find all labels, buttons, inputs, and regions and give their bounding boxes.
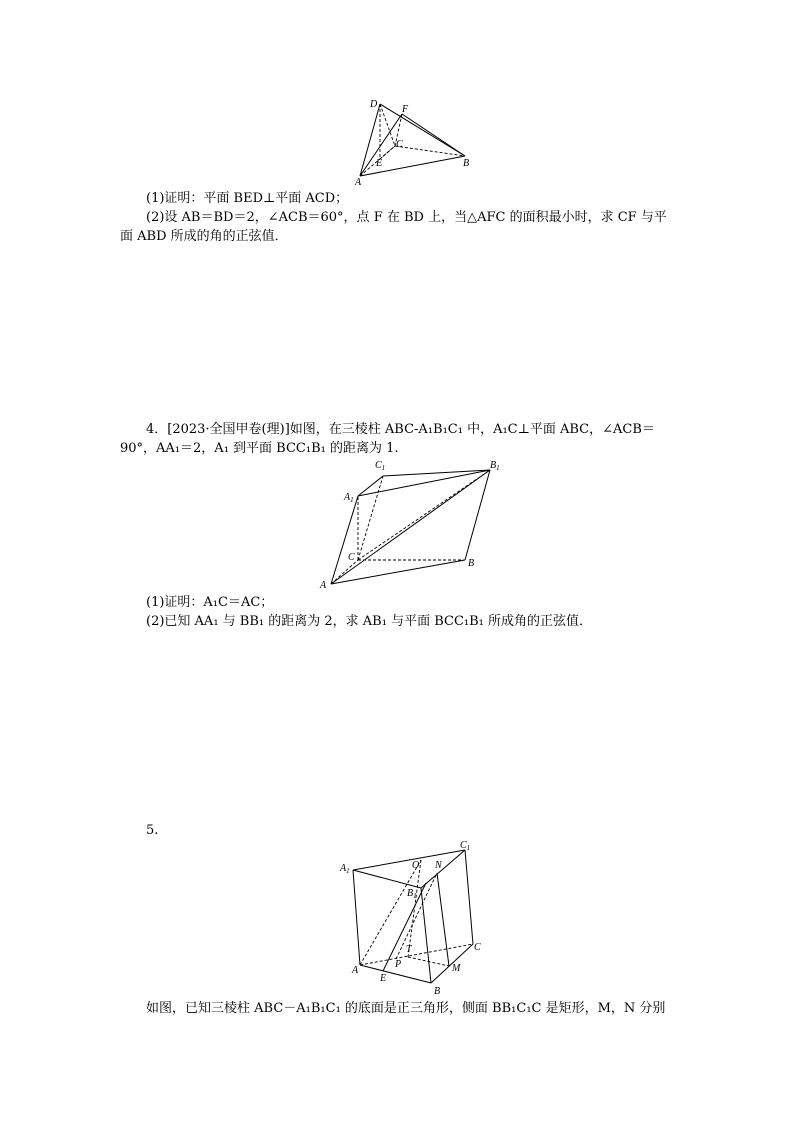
problem5-stem-line1: 如图，已知三棱柱 ABC－A₁B₁C₁ 的底面是正三角形，侧面 BB₁C₁C 是矩形，M，N 分别 (146, 1001, 666, 1016)
label-C: C (474, 942, 481, 953)
label-B: B (468, 558, 475, 569)
svg-text:B1 (407, 888, 417, 900)
triangular-prism-figure-4 (318, 456, 508, 592)
tetrahedron-figure (350, 96, 480, 188)
label-E: E (380, 973, 387, 984)
label-sub: 1 (496, 464, 500, 472)
label-sub: 1 (381, 464, 386, 472)
label-C1: C (375, 460, 382, 471)
label-C: C (396, 139, 403, 150)
label-F: F (402, 104, 409, 115)
label-sub: 1 (413, 892, 417, 900)
problem3-part2-line2: 面 ABD 所成的角的正弦值． (120, 229, 288, 244)
label-sub: 1 (350, 496, 354, 504)
label-B: B (463, 158, 470, 169)
label-A1: A (344, 492, 351, 503)
label-T: T (406, 944, 412, 955)
label-B1: B (407, 888, 414, 899)
label-A1: A (340, 863, 347, 874)
label-A: A (355, 177, 362, 188)
label-A: A (320, 580, 327, 591)
label-B1: B (490, 460, 497, 471)
triangular-prism-figure-5 (338, 838, 488, 996)
label-sub: 1 (346, 867, 350, 875)
label-N: N (435, 860, 442, 871)
problem4-part1: (1)证明：A₁C＝AC； (146, 595, 274, 610)
svg-text:C1 (460, 840, 470, 852)
svg-text:A1 (343, 492, 354, 504)
svg-text:B1 (490, 460, 500, 472)
label-C1: C (460, 840, 467, 851)
problem4-stem-line2: 90°，AA₁＝2，A₁ 到平面 BCC₁B₁ 的距离为 1. (120, 441, 399, 456)
label-P: P (395, 959, 402, 970)
problem4-part2: (2)已知 AA₁ 与 BB₁ 的距离为 2，求 AB₁ 与平面 BCC₁B₁ 所成角的正弦值． (146, 614, 592, 629)
problem3-part2-line1: (2)设 AB＝BD＝2，∠ACB＝60°，点 F 在 BD 上，当△AFC 的面积最小时，求 CF 与平 (146, 210, 667, 225)
label-M: M (452, 963, 461, 974)
label-sub: 1 (466, 844, 471, 852)
label-B: B (434, 986, 441, 997)
problem3-part1: (1)证明：平面 BED⊥平面 ACD； (146, 191, 349, 206)
label-D: D (370, 99, 378, 110)
label-E: E (376, 158, 383, 169)
label-A: A (352, 965, 359, 976)
problem4-stem-line1: 4．[2023·全国甲卷(理)]如图，在三棱柱 ABC-A₁B₁C₁ 中，A₁C⊥平面 ABC，∠ACB＝ (146, 422, 655, 437)
label-C: C (348, 552, 355, 563)
label-O: O (412, 860, 420, 871)
problem5-number: 5. (146, 823, 159, 838)
svg-text:C1 (375, 460, 385, 472)
svg-text:A1 (339, 863, 350, 875)
